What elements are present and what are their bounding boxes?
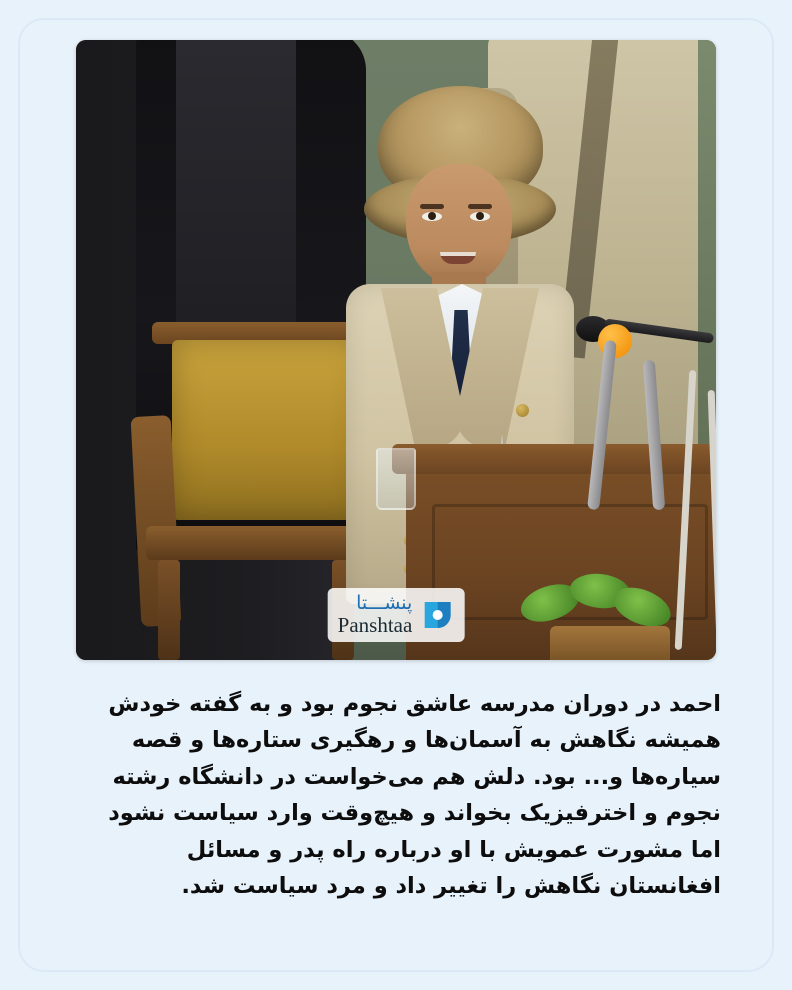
photo-image (76, 40, 716, 660)
watermark-brand-en: Panshtaa (337, 613, 413, 637)
photo-container (76, 40, 716, 660)
eyebrow-left (420, 204, 444, 209)
plant-pot (550, 626, 670, 660)
watermark (328, 588, 465, 642)
suit-button (286, 235, 296, 245)
mouth (440, 252, 476, 264)
eyebrow-right (468, 204, 492, 209)
suit-button (286, 290, 296, 300)
eye-right (470, 212, 490, 221)
podium-top-surface (392, 444, 716, 474)
panshtaa-logo-icon (420, 598, 454, 632)
boy-face (406, 164, 512, 286)
water-glass (376, 448, 416, 510)
chair-leg (158, 560, 180, 660)
caption-text: احمد در دوران مدرسه عاشق نجوم بود و به گفته خودش همیشه نگاهش به آسمان‌ها و رهگیری ستاره‌ها و قصه سیاره‌ها و... بود. دلش هم می‌خواست در دانشگاه رشته نجوم و اخترفیزیک بخواند و هیچ‌وقت وارد سیاست نشود اما مشورت عمویش با او درباره راه پدر و مسائل افغانستان نگاهش را تغییر داد و مرد سیاست شد. (108, 691, 721, 900)
eye-left (422, 212, 442, 221)
watermark-brand-fa: پنشـــتا (356, 592, 413, 614)
potted-plant (526, 576, 676, 660)
jacket-button (516, 404, 529, 417)
suit-button (286, 180, 296, 190)
watermark-text (338, 594, 413, 636)
